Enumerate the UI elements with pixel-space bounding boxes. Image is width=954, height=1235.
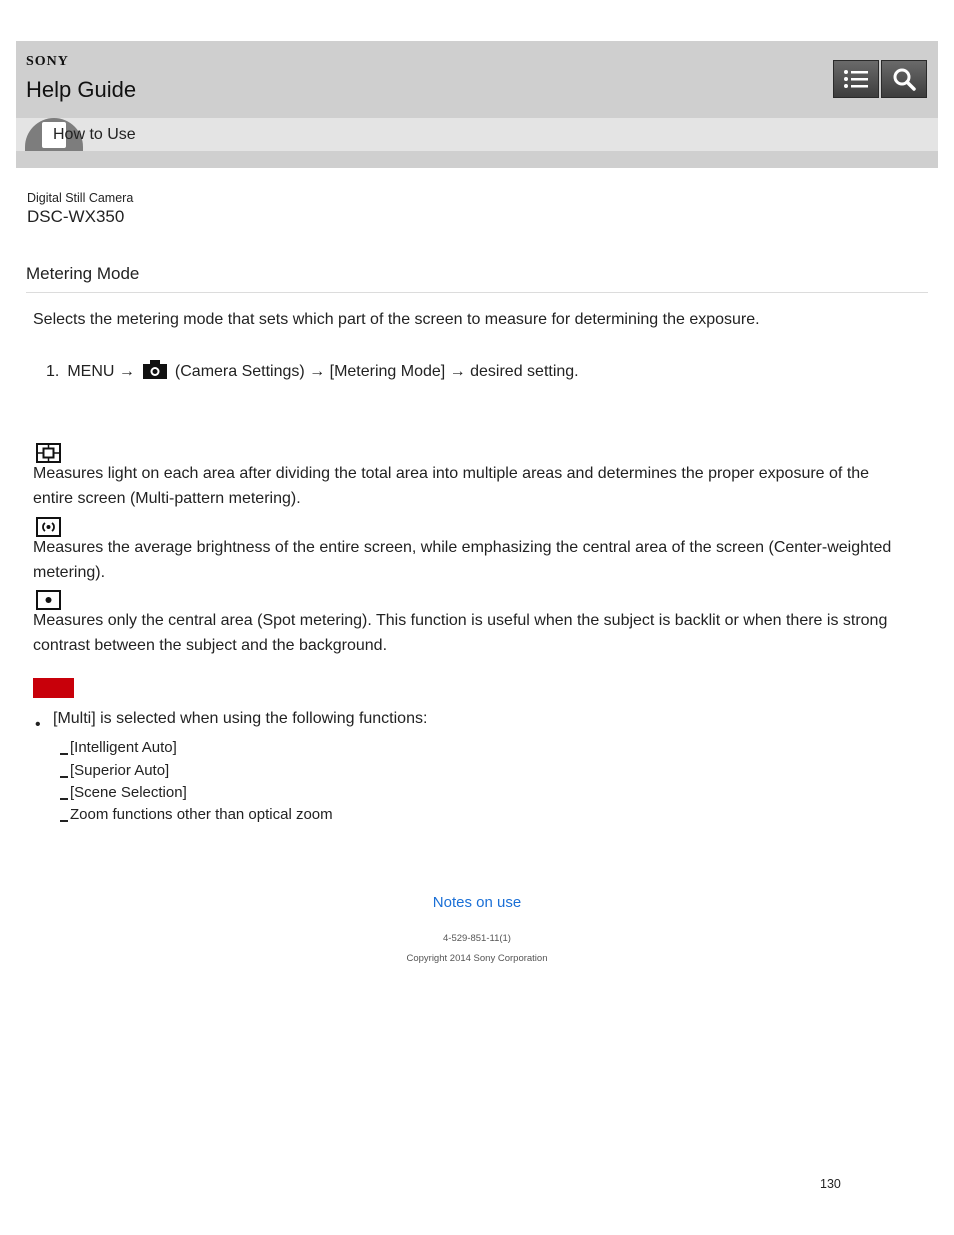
note-subitem: [Superior Auto] — [60, 762, 169, 779]
page-number: 130 — [820, 1177, 841, 1191]
document-code: 4-529-851-11(1) — [443, 933, 511, 944]
section-bar — [16, 118, 938, 151]
note-subitem: [Scene Selection] — [60, 784, 187, 801]
title-divider — [26, 292, 928, 293]
note-subitem: [Intelligent Auto] — [60, 739, 177, 756]
note-subitem: Zoom functions other than optical zoom — [60, 806, 333, 823]
note-bullet: [Multi] is selected when using the following functions: — [53, 710, 428, 727]
mode-description-spot: Measures only the central area (Spot metering). This function is useful when the subject is backlit or when there is strong contrast between the subject and the background. — [33, 612, 888, 654]
search-icon — [892, 67, 916, 91]
notes-on-use-link[interactable]: Notes on use — [432, 894, 522, 911]
sony-logo: SONY — [26, 54, 69, 69]
step-prefix: MENU → — [67, 363, 135, 380]
section-link-how-to-use[interactable]: How to Use — [53, 126, 136, 143]
mode-description-multi: Measures light on each area after dividing the total area into multiple areas and determines the proper exposure of the entire screen (Multi-pattern metering). — [33, 465, 870, 507]
spot-metering-icon — [36, 590, 61, 610]
step-number: 1. — [46, 363, 60, 380]
product-kind: Digital Still Camera — [27, 191, 134, 205]
search-button[interactable] — [881, 60, 927, 98]
step-1 — [46, 359, 579, 385]
intro-text: Selects the metering mode that sets which part of the screen to measure for determining the exposure. — [33, 311, 760, 328]
multi-metering-icon — [36, 443, 61, 463]
copyright: Copyright 2014 Sony Corporation — [406, 953, 548, 964]
header-banner — [16, 41, 938, 168]
camera-icon — [142, 359, 168, 385]
note-flag — [33, 678, 74, 698]
step-suffix: (Camera Settings) → [Metering Mode] → desired setting. — [174, 363, 579, 380]
list-icon — [843, 68, 869, 90]
product-model: DSC-WX350 — [27, 207, 125, 226]
mode-description-center: Measures the average brightness of the entire screen, while emphasizing the central area of the screen (Center-weighted metering). — [33, 539, 892, 581]
table-of-contents-button[interactable] — [833, 60, 879, 98]
page-title: Metering Mode — [26, 264, 140, 283]
guide-title: Help Guide — [26, 77, 137, 102]
bullet-marker: • — [35, 716, 41, 733]
center-weighted-metering-icon — [36, 517, 61, 537]
